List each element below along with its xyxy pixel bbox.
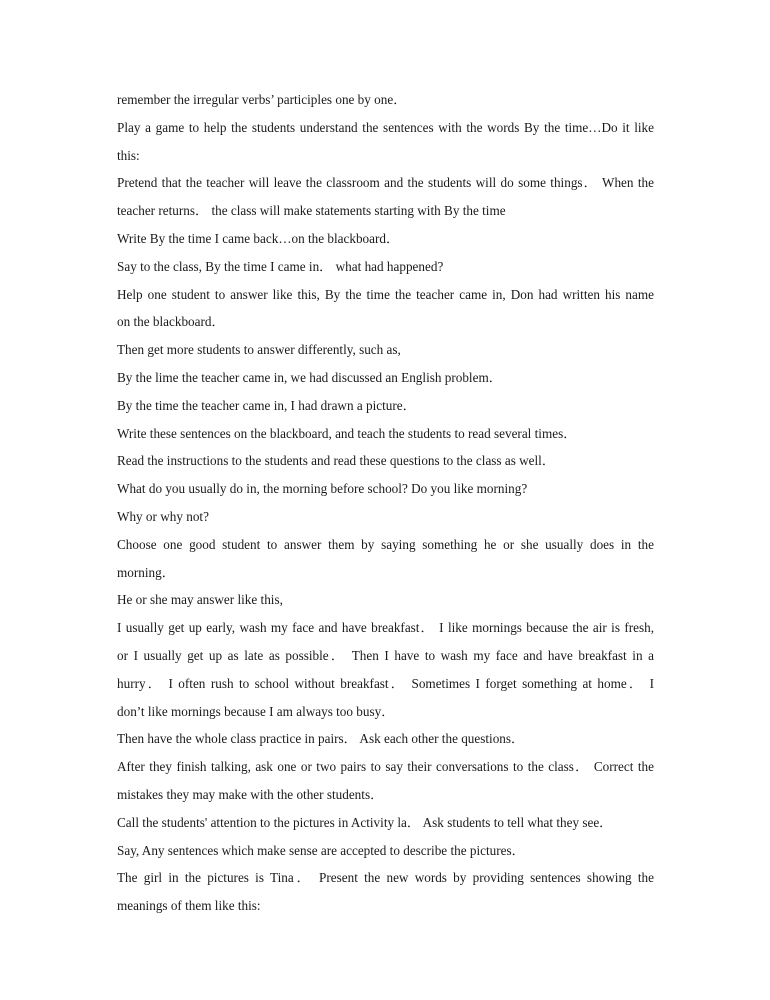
text-line: What do you usually do in, the morning before school? Do you like morning? — [117, 481, 528, 497]
text-line: or I usually get up as late as possible． Then I have to wash my face and have breakfast in a — [117, 647, 654, 663]
document-body — [117, 86, 654, 920]
text-line: mistakes they may make with the other students． — [117, 786, 384, 802]
text-line: meanings of them like this: — [117, 898, 261, 914]
text-line: hurry． I often rush to school without breakfast． Sometimes I forget something at home． I — [117, 675, 654, 691]
text-line: remember the irregular verbs’ participles one by one． — [117, 92, 407, 107]
text-line: After they finish talking, ask one or two pairs to say their conversations to the class． Correct the — [117, 759, 654, 775]
text-line: The girl in the pictures is Tina． Present the new words by providing sentences showing the — [117, 870, 654, 886]
text-line: Say, Any sentences which make sense are accepted to describe the pictures． — [117, 842, 525, 858]
text-line: By the lime the teacher came in, we had discussed an English problem． — [117, 369, 502, 385]
text-line: Write By the time I came back…on the blackboard． — [117, 230, 400, 246]
text-line: teacher returns． the class will make statements starting with By the time — [117, 203, 506, 219]
text-line: Call the students' attention to the pictures in Activity la． Ask students to tell what they see． — [117, 814, 613, 830]
text-line: morning． — [117, 564, 175, 580]
text-line: He or she may answer like this, — [117, 592, 283, 608]
text-line: Read the instructions to the students and read these questions to the class as well． — [117, 453, 556, 469]
text-line: don’t like mornings because I am always too busy． — [117, 703, 395, 719]
text-line: Help one student to answer like this, By the time the teacher came in, Don had written his name — [117, 286, 654, 302]
text-line: Why or why not? — [117, 508, 209, 524]
text-line: Play a game to help the students understand the sentences with the words By the time…Do it like — [117, 119, 654, 135]
text-line: Write these sentences on the blackboard, and teach the students to read several times． — [117, 425, 577, 441]
text-line: Pretend that the teacher will leave the classroom and the students will do some things． When the — [117, 175, 654, 191]
text-line: By the time the teacher came in, I had drawn a picture． — [117, 397, 416, 413]
text-line: I usually get up early, wash my face and have breakfast． I like mornings because the air is fresh, — [117, 620, 654, 636]
text-line: on the blackboard． — [117, 314, 225, 330]
text-line: Say to the class, By the time I came in． what had happened? — [117, 258, 444, 274]
text-line: this: — [117, 147, 140, 163]
text-line: Then have the whole class practice in pairs． Ask each other the questions． — [117, 731, 525, 747]
text-line: Then get more students to answer differently, such as, — [117, 342, 401, 358]
text-line: Choose one good student to answer them by saying something he or she usually does in the — [117, 536, 654, 552]
